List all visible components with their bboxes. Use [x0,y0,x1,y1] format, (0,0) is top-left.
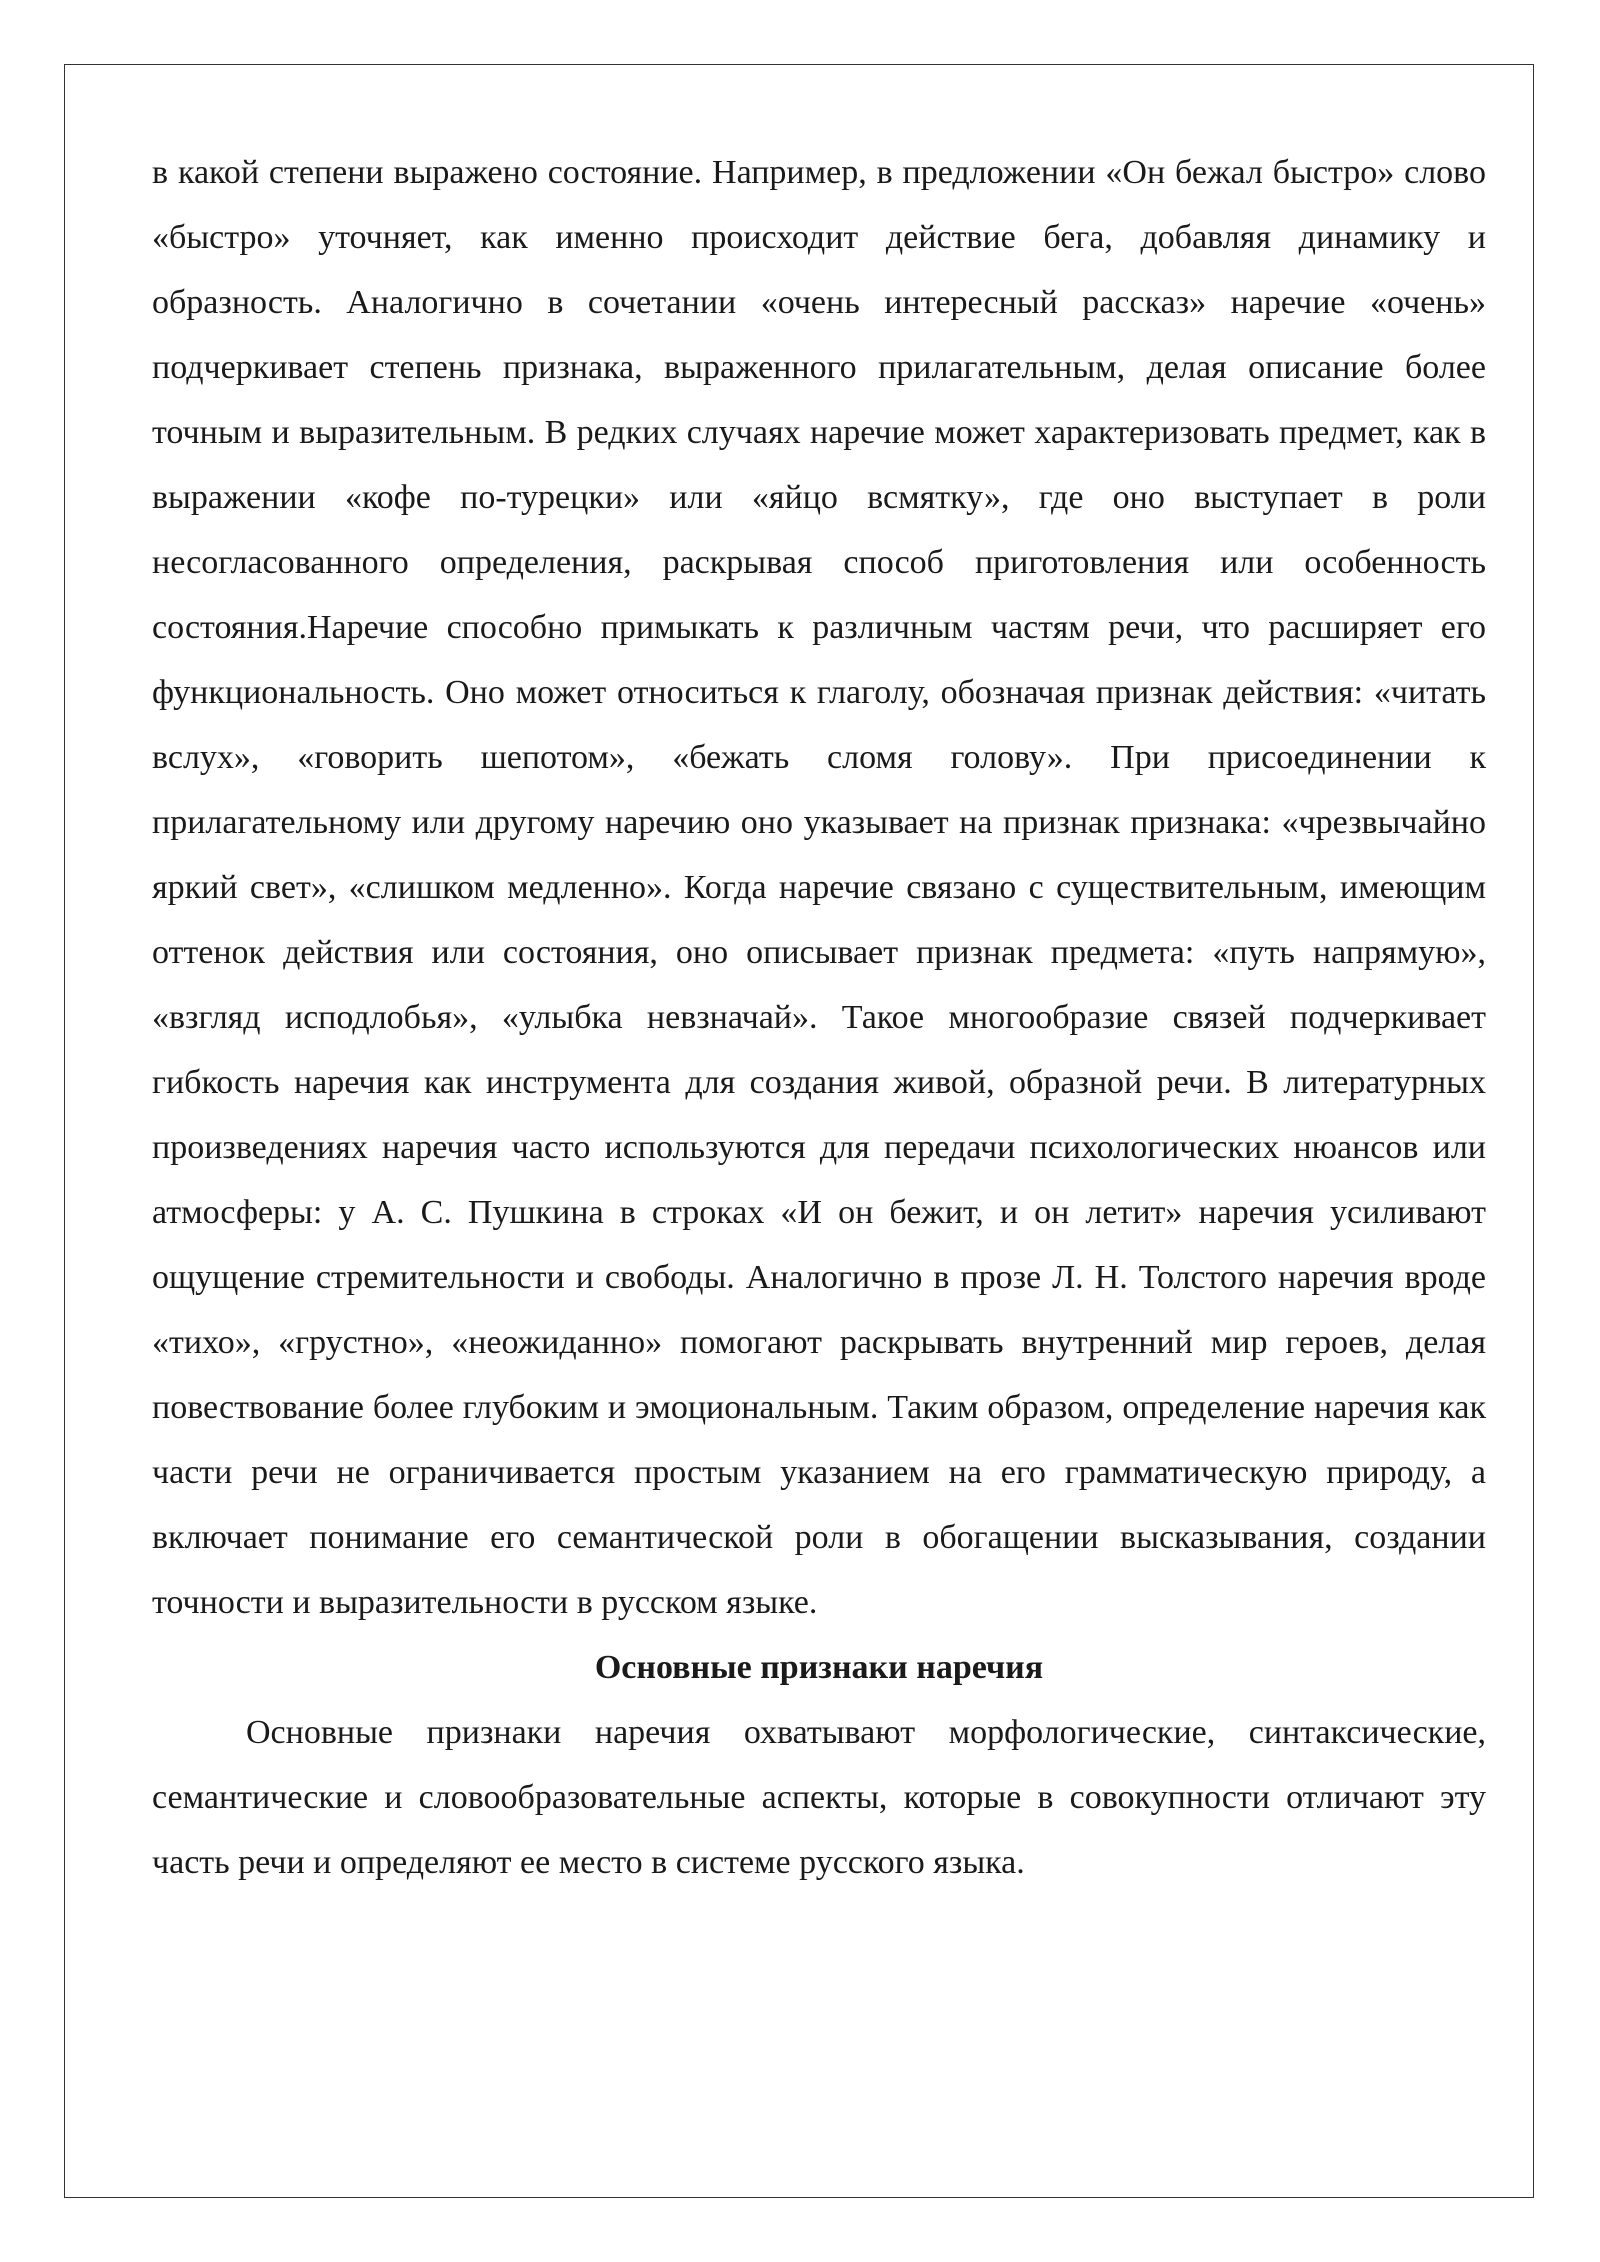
body-paragraph: в какой степени выражено состояние. Например, в предложении «Он бежал быстро» слово «быстро» уточняет, как именно происходит действие бега, добавляя динамику и образность. Аналогично в сочетании «очень интересный рассказ» наречие «очень» подчеркивает степень признака, выраженного прилагательным, делая описание более точным и выразительным. В редких случаях наречие может характеризовать предмет, как в выражении «кофе по-турецки» или «яйцо всмятку», где оно выступает в роли несогласованного определения, раскрывая способ приготовления или особенность состояния.Наречие способно примыкать к различным частям речи, что расширяет его функциональность. Оно может относиться к глаголу, обозначая признак действия: «читать вслух», «говорить шепотом», «бежать сломя голову». При присоединении к прилагательному или другому наречию оно указывает на признак признака: «чрезвычайно яркий свет», «слишком медленно». Когда наречие связано с существительным, имеющим оттенок действия или состояния, оно описывает признак предмета: «путь напрямую», «взгляд исподлобья», «улыбка невзначай». Такое многообразие связей подчеркивает гибкость наречия как инструмента для создания живой, образной речи. В литературных произведениях наречия часто используются для передачи психологических нюансов или атмосферы: у А. С. Пушкина в строках «И он бежит, и он летит» наречия усиливают ощущение стремительности и свободы. Аналогично в прозе Л. Н. Толстого наречия вроде «тихо», «грустно», «неожиданно» помогают раскрывать внутренний мир героев, делая повествование более глубоким и эмоциональным. Таким образом, определение наречия как части речи не ограничивается простым указанием на его грамматическую природу, а включает понимание его семантической роли в обогащении высказывания, создании точности и выразительности в русском языке. [152,154,1486,1621]
section-heading: Основные признаки наречия [594,1649,1044,1686]
body-paragraph: Основные признаки наречия охватывают морфологические, синтаксические, семантические и словообразовательные аспекты, которые в совокупности отличают эту часть речи и определяют ее место в системе русского языка. [152,1714,1486,1881]
document-body [152,140,1486,1895]
